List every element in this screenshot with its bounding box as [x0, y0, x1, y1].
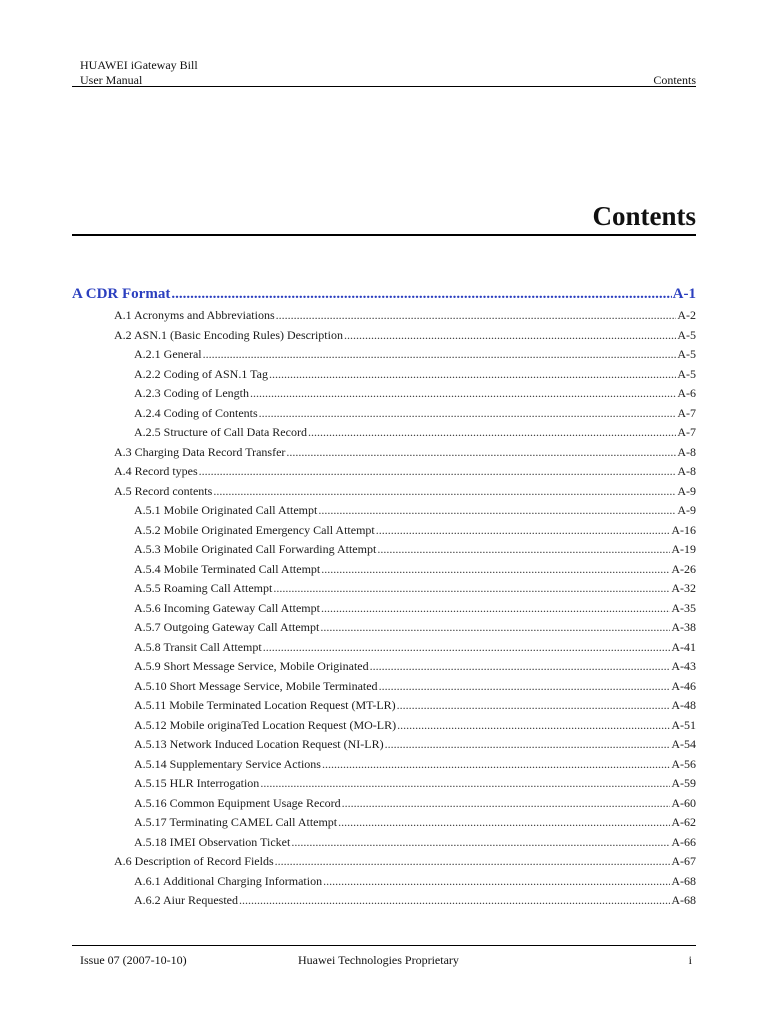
toc-dot-leader	[308, 424, 676, 440]
toc-entry-page: A-66	[671, 834, 696, 849]
toc-entry-label: A.2.5 Structure of Call Data Record	[134, 425, 307, 439]
toc-entry-label: A.2 ASN.1 (Basic Encoding Rules) Description	[114, 327, 343, 342]
toc-entry[interactable]	[134, 366, 696, 382]
toc-entry-page: A-38	[671, 620, 696, 634]
page-title: Contents	[592, 201, 696, 231]
toc-entry-label: A.6.2 Aiur Requested	[134, 893, 238, 907]
toc-entry-page: A-60	[671, 795, 696, 810]
header-section: Contents	[653, 73, 696, 87]
toc-entry[interactable]	[114, 483, 696, 499]
toc-entry[interactable]	[134, 756, 696, 772]
toc-dot-leader	[379, 678, 671, 694]
toc-entry-label: A.5.6 Incoming Gateway Call Attempt	[134, 600, 320, 615]
page-header	[80, 58, 696, 88]
toc-entry-label: A.5.15 HLR Interrogation	[134, 776, 260, 790]
toc-entry[interactable]	[134, 385, 696, 401]
footer-proprietary: Huawei Technologies Proprietary	[298, 953, 459, 967]
toc-dot-leader	[259, 405, 677, 421]
toc-entry[interactable]	[114, 463, 696, 479]
toc-entry-page: A-7	[677, 405, 696, 420]
toc-entry-page: A-68	[671, 893, 696, 907]
toc-entry-page: A-68	[671, 873, 696, 888]
toc-dot-leader	[338, 814, 670, 830]
toc-entry-page: A-7	[677, 425, 696, 439]
footer-divider	[72, 945, 696, 946]
toc-entry-label: A.5.13 Network Induced Location Request (NI-LR)	[134, 737, 384, 751]
toc-entry[interactable]	[134, 346, 696, 362]
toc-dot-leader	[318, 502, 676, 518]
toc-dot-leader	[276, 307, 677, 323]
toc-dot-leader	[342, 795, 671, 811]
toc-entry-page: A-16	[671, 522, 696, 537]
toc-entry-label: A.5.10 Short Message Service, Mobile Terminated	[134, 678, 378, 693]
toc-dot-leader	[397, 697, 671, 713]
toc-dot-leader	[213, 483, 676, 499]
toc-dot-leader	[385, 736, 671, 752]
toc-entry[interactable]	[134, 424, 696, 440]
toc-entry[interactable]	[134, 619, 696, 635]
toc-dot-leader	[322, 756, 670, 772]
toc-entry-page: A-41	[671, 639, 696, 654]
toc-entry-label: A.5.14 Supplementary Service Actions	[134, 756, 321, 771]
toc-entry[interactable]	[134, 658, 696, 674]
toc-entry-page: A-9	[677, 503, 696, 517]
toc-dot-leader	[320, 619, 670, 635]
toc-entry-page: A-19	[671, 542, 696, 556]
toc-entry-page: A-67	[671, 854, 696, 868]
toc-entry[interactable]	[134, 717, 696, 733]
footer-issue: Issue 07 (2007-10-10)	[80, 953, 187, 967]
toc-entry[interactable]	[134, 795, 696, 811]
toc-dot-leader	[269, 366, 676, 382]
toc-entry[interactable]	[134, 814, 696, 830]
toc-entry-label: A CDR Format	[72, 286, 171, 302]
toc-dot-leader	[291, 834, 670, 850]
title-divider	[72, 234, 696, 236]
toc-entry-page: A-5	[677, 347, 696, 361]
toc-entry[interactable]	[114, 327, 696, 343]
toc-dot-leader	[286, 444, 676, 460]
header-product: HUAWEI iGateway Bill	[80, 58, 198, 72]
toc-entry[interactable]	[134, 522, 696, 538]
toc-entry-label: A.6 Description of Record Fields	[114, 854, 274, 868]
toc-entry-label: A.2.2 Coding of ASN.1 Tag	[134, 366, 268, 381]
toc-entry[interactable]	[114, 444, 696, 460]
toc-entry-label: A.5.11 Mobile Terminated Location Request (MT-LR)	[134, 698, 396, 712]
toc-entry-label: A.5.7 Outgoing Gateway Call Attempt	[134, 620, 320, 634]
toc-dot-leader	[199, 463, 677, 479]
toc-entry-label: A.5.3 Mobile Originated Call Forwarding Attempt	[134, 542, 377, 556]
toc-entry-label: A.2.1 General	[134, 347, 202, 361]
footer-page-number: i	[688, 953, 692, 967]
toc-dot-leader	[275, 853, 671, 869]
toc-dot-leader	[323, 873, 670, 889]
toc-dot-leader	[273, 580, 670, 596]
toc-dot-leader	[260, 775, 670, 791]
toc-dot-leader	[344, 327, 676, 343]
toc-dot-leader	[377, 541, 670, 557]
toc-entry-label: A.5.2 Mobile Originated Emergency Call Attempt	[134, 522, 375, 537]
toc-entry-label: A.5.12 Mobile originaTed Location Request (MO-LR)	[134, 717, 397, 732]
toc-dot-leader	[239, 892, 670, 908]
toc-entry-page: A-9	[677, 483, 696, 498]
toc-entry[interactable]	[134, 736, 696, 752]
toc-entry-label: A.5.16 Common Equipment Usage Record	[134, 795, 341, 810]
toc-entry-page: A-62	[671, 815, 696, 829]
toc-entry[interactable]	[114, 853, 696, 869]
toc-entry-label: A.5.4 Mobile Terminated Call Attempt	[134, 561, 321, 576]
toc-dot-leader	[376, 522, 671, 538]
toc-entry-page: A-51	[671, 717, 696, 732]
toc-entry-page: A-8	[677, 444, 696, 459]
toc-entry-page: A-59	[671, 776, 696, 790]
toc-entry-page: A-8	[677, 464, 696, 478]
toc-entry[interactable]	[134, 561, 696, 577]
toc-entry-label: A.5.17 Terminating CAMEL Call Attempt	[134, 815, 338, 829]
toc-entry-page: A-35	[671, 600, 696, 615]
toc-entry[interactable]	[72, 284, 696, 304]
toc-entry[interactable]	[134, 639, 696, 655]
toc-entry-label: A.2.4 Coding of Contents	[134, 405, 258, 420]
toc-entry-page: A-54	[671, 737, 696, 751]
header-manual: User Manual	[80, 73, 143, 87]
toc-entry-label: A.4 Record types	[114, 464, 198, 478]
toc-entry-page: A-56	[671, 756, 696, 771]
toc-entry-label: A.5 Record contents	[114, 483, 213, 498]
toc-entry[interactable]	[134, 405, 696, 421]
toc-dot-leader	[397, 717, 670, 733]
toc-entry-page: A-46	[671, 678, 696, 693]
toc-entry[interactable]	[134, 873, 696, 889]
toc-dot-leader	[171, 284, 671, 304]
toc-entry-page: A-1	[672, 286, 696, 302]
toc-entry-page: A-26	[671, 561, 696, 576]
toc-dot-leader	[370, 658, 671, 674]
toc-entry-label: A.3 Charging Data Record Transfer	[114, 444, 286, 459]
header-divider	[72, 86, 696, 87]
toc-entry-page: A-32	[671, 581, 696, 595]
toc-dot-leader	[321, 600, 670, 616]
toc-dot-leader	[250, 385, 676, 401]
toc-entry-label: A.5.5 Roaming Call Attempt	[134, 581, 273, 595]
toc-entry-label: A.6.1 Additional Charging Information	[134, 873, 323, 888]
toc-dot-leader	[321, 561, 670, 577]
toc-entry-label: A.5.18 IMEI Observation Ticket	[134, 834, 291, 849]
toc-entry[interactable]	[134, 775, 696, 791]
toc-entry-page: A-2	[677, 308, 696, 322]
toc-entry-page: A-43	[671, 659, 696, 673]
toc-entry[interactable]	[134, 502, 696, 518]
toc-entry-page: A-6	[677, 386, 696, 400]
toc-entry-label: A.1 Acronyms and Abbreviations	[114, 308, 275, 322]
toc-entry-label: A.2.3 Coding of Length	[134, 386, 249, 400]
toc-entry-page: A-5	[677, 327, 696, 342]
toc-dot-leader	[203, 346, 677, 362]
toc-entry[interactable]	[114, 307, 696, 323]
toc-entry-label: A.5.1 Mobile Originated Call Attempt	[134, 503, 318, 517]
toc-dot-leader	[263, 639, 671, 655]
toc-entry-page: A-5	[677, 366, 696, 381]
toc-entry[interactable]	[134, 834, 696, 850]
toc-entry[interactable]	[134, 892, 696, 908]
toc-entry[interactable]	[134, 580, 696, 596]
toc-entry-page: A-48	[671, 698, 696, 712]
toc-entry[interactable]	[134, 600, 696, 616]
toc-entry-label: A.5.9 Short Message Service, Mobile Originated	[134, 659, 369, 673]
toc-entry[interactable]	[134, 541, 696, 557]
toc-entry-label: A.5.8 Transit Call Attempt	[134, 639, 262, 654]
toc-entry[interactable]	[134, 697, 696, 713]
toc-entry[interactable]	[134, 678, 696, 694]
